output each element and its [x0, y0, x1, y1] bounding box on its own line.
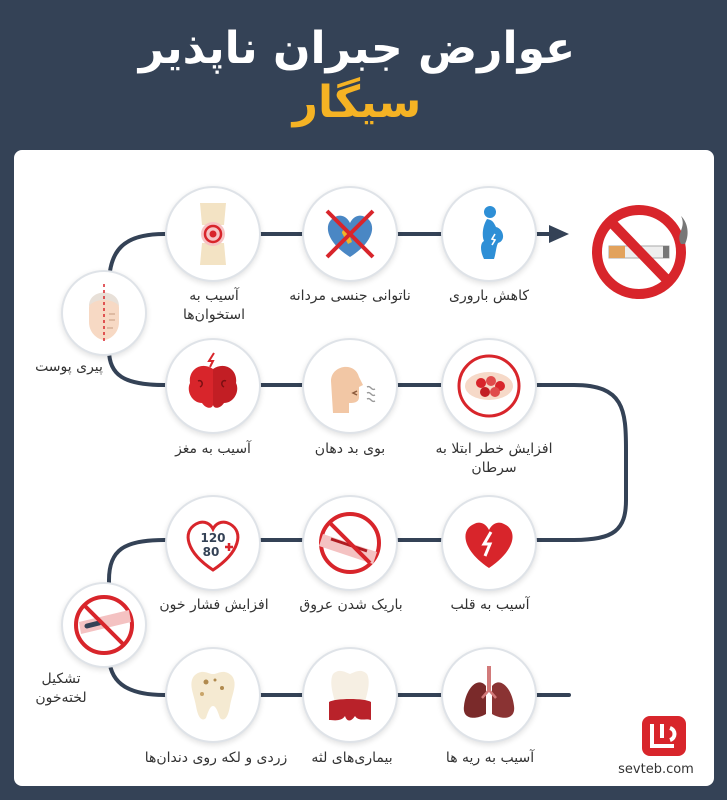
cancer-label: افزایش خطر ابتلا به سرطان — [435, 441, 553, 476]
skin-aging-node — [61, 270, 147, 356]
bp-bottom-value: 80 — [202, 545, 220, 559]
brain-node — [165, 338, 261, 434]
bad-breath-label: بوی بد دهان — [314, 441, 386, 457]
cancer-node — [441, 338, 537, 434]
gum-label: بیماری‌های لثه — [311, 750, 393, 766]
fertility-label: کاهش باروری — [448, 288, 529, 304]
brand-url[interactable]: sevteb.com — [618, 762, 694, 777]
heart-label: آسیب به قلب — [450, 597, 530, 613]
bones-label: آسیب به استخوان‌ها — [183, 288, 245, 323]
bones-node — [165, 186, 261, 282]
bp-top-value: 120 — [200, 531, 226, 545]
brain-label: آسیب به مغز — [175, 441, 251, 457]
blood-pressure-label: افزایش فشار خون — [159, 597, 269, 613]
blood-pressure-icon — [178, 508, 248, 578]
title-line-1: عوارض جبران ناپذیر — [138, 23, 576, 74]
crossed-heart-icon — [315, 199, 385, 269]
bad-breath-node — [302, 338, 398, 434]
aging-face-icon — [69, 278, 139, 348]
lungs-icon — [454, 660, 524, 730]
title-line-2: سیگار — [292, 77, 422, 128]
no-smoking-icon — [589, 194, 699, 304]
heart-node — [441, 495, 537, 591]
pregnant-woman-icon — [454, 199, 524, 269]
page-title — [17, 22, 697, 132]
fertility-node — [441, 186, 537, 282]
gum-node — [302, 647, 398, 743]
blood-clot-node — [61, 582, 147, 668]
brain-icon — [178, 351, 248, 421]
stained-tooth-icon — [178, 660, 248, 730]
header — [0, 0, 727, 150]
impotence-node — [302, 186, 398, 282]
vessels-node — [302, 495, 398, 591]
teeth-stain-label: زردی و لکه روی دندان‌ها — [144, 750, 288, 766]
infographic-card — [14, 150, 714, 786]
blood-clot-label: تشکیل لخته‌خون — [35, 671, 87, 706]
lungs-label: آسیب به ریه ها — [445, 750, 535, 766]
cancer-cells-icon — [454, 351, 524, 421]
blood-pressure-node — [165, 495, 261, 591]
impotence-label: ناتوانی جنسی مردانه — [289, 288, 411, 304]
heart-damage-icon — [454, 508, 524, 578]
narrowed-vessel-icon — [315, 508, 385, 578]
bad-breath-icon — [315, 351, 385, 421]
gum-disease-icon — [315, 660, 385, 730]
blood-clot-icon — [69, 590, 139, 660]
vessels-label: باریک شدن عروق — [299, 597, 403, 613]
teeth-stain-node — [165, 647, 261, 743]
joint-bone-icon — [178, 199, 248, 269]
lungs-node — [441, 647, 537, 743]
skin-aging-label: پیری پوست — [35, 359, 103, 375]
